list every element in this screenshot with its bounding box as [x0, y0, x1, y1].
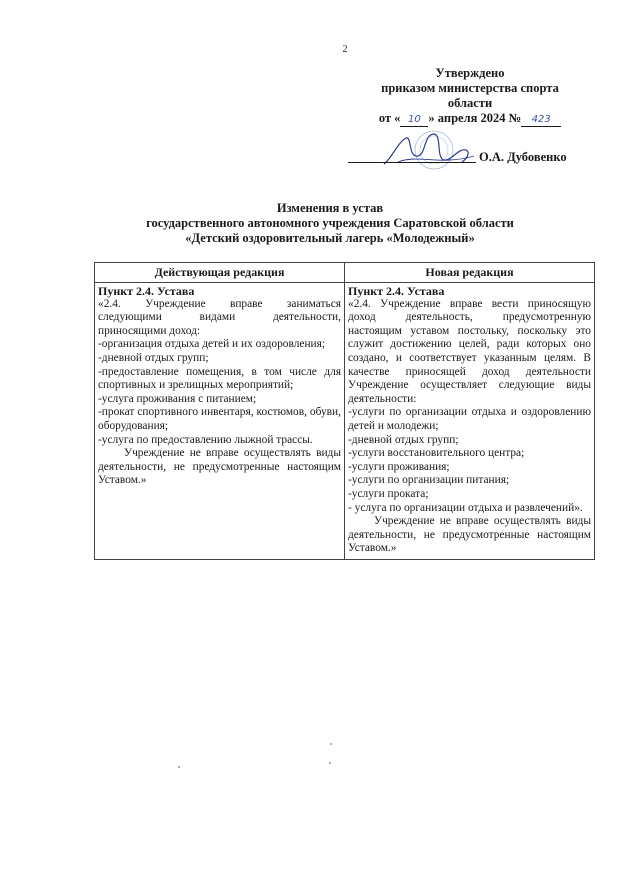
- approval-block: [350, 66, 590, 127]
- date-prefix: от «: [378, 111, 401, 125]
- list-item: -услуги восстановительного центра;: [348, 447, 525, 460]
- signatory-name: О.А. Дубовенко: [479, 150, 567, 164]
- signature-row: [348, 136, 603, 178]
- title-line-1: Изменения в устав: [276, 201, 384, 215]
- table-header-row: [95, 263, 595, 283]
- list-item: -услуги по организации питания;: [348, 474, 510, 487]
- date-day: 10: [400, 114, 428, 127]
- approval-order-line: приказом министерства спорта: [381, 81, 559, 95]
- approval-region-line: области: [447, 96, 493, 110]
- approval-heading: Утверждено: [435, 66, 505, 80]
- scan-speck: [330, 743, 332, 745]
- scan-speck: [329, 762, 331, 764]
- header-current-edition: Действующая редакция: [95, 263, 345, 283]
- list-item: -предоставление помещения, в том числе для спортивных и зрелищных мероприятий;: [98, 365, 341, 392]
- old-closing: Учреждение не вправе осуществлять виды деятельности, не предусмотренные настоящим Уставом.»: [98, 447, 341, 487]
- list-item: -услуга проживания с питанием;: [98, 392, 257, 405]
- new-edition-cell: [345, 282, 595, 559]
- signature-line: [348, 162, 476, 163]
- list-item: -услуги проката;: [348, 487, 429, 500]
- list-item: -дневной отдых групп;: [348, 433, 459, 446]
- document-title: [80, 201, 580, 246]
- list-item: -услуга по предоставлению лыжной трассы.: [98, 433, 313, 446]
- date-month-year: » апреля 2024 №: [428, 111, 522, 125]
- list-item: -услуги проживания;: [348, 460, 450, 473]
- scan-speck: [178, 766, 180, 768]
- list-item: -прокат спортивного инвентаря, костюмов, обуви, оборудования;: [98, 406, 341, 432]
- list-item: -организация отдыха детей и их оздоровления;: [98, 338, 326, 351]
- list-item: -дневной отдых групп;: [98, 351, 209, 364]
- title-line-2: государственного автономного учреждения Саратовской области: [146, 216, 514, 230]
- title-line-3: «Детский оздоровительный лагерь «Молодежный»: [185, 231, 475, 245]
- changes-table: [94, 262, 595, 560]
- table-row: [95, 282, 595, 559]
- header-new-edition: Новая редакция: [345, 263, 595, 283]
- old-point-title: Пункт 2.4. Устава: [98, 283, 195, 298]
- new-point-title: Пункт 2.4. Устава: [348, 283, 445, 298]
- list-item: - услуга по организации отдыха и развлечений».: [348, 501, 583, 514]
- new-intro: «2.4. Учреждение вправе вести приносящую доход деятельность, предусмотренную настоящим уставом постольку, поскольку это служит достижению целей, ради которых оно создано, и соответствует указанным целям. В качестве приносящей доход деятельности Учреждение осуществляет следующие виды деятельности:: [348, 297, 591, 405]
- page-number: 2: [342, 44, 348, 55]
- old-intro: «2.4. Учреждение вправе заниматься следующими видами деятельности, приносящими доход:: [98, 297, 341, 337]
- signature-icon: [378, 128, 478, 172]
- approval-date-line: [350, 111, 590, 127]
- order-number: 423: [521, 114, 561, 127]
- new-closing: Учреждение не вправе осуществлять виды деятельности, не предусмотренные настоящим Уставом.»: [348, 515, 591, 555]
- list-item: -услуги по организации отдыха и оздоровлению детей и молодежи;: [348, 406, 591, 432]
- current-edition-cell: [95, 282, 345, 559]
